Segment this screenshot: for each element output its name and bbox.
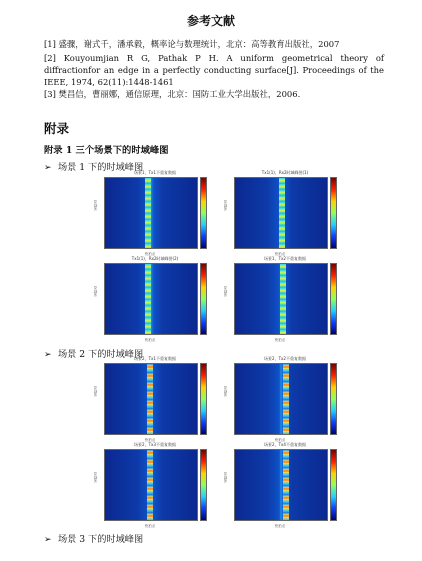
colorbar (330, 363, 337, 435)
panel-title: 场景2，Tx1不重复数据 (134, 356, 176, 361)
panel-ylabel: 采样点 (93, 472, 97, 483)
panel-ylabel: 采样点 (93, 386, 97, 397)
heatmap-image (234, 263, 328, 335)
scene-label-text: 场景 2 下的时域峰图 (58, 349, 144, 360)
panel-xlabel: 快拍点 (144, 438, 156, 442)
panel-title: Tx1(1)，Rx2时域峰图(2) (131, 256, 179, 261)
scene-3-label (44, 531, 143, 545)
panel-xlabel: 快拍点 (274, 524, 286, 528)
panel-ylabel: 采样点 (223, 386, 227, 397)
colorbar (330, 263, 337, 335)
panel-ylabel: 采样点 (223, 200, 227, 211)
panel-xlabel: 快拍点 (144, 524, 156, 528)
panel-xlabel: 快拍点 (274, 438, 286, 442)
colorbar (330, 449, 337, 521)
heatmap-panel (222, 356, 348, 444)
panel-xlabel: 快拍点 (274, 252, 286, 256)
arrow-bullet-icon: ➢ (44, 162, 52, 173)
panel-title: 场景2，Tx3不重复数据 (134, 442, 176, 447)
panel-title: 场景1，Tx1不重复数据 (134, 170, 176, 175)
heatmap-image (234, 177, 328, 249)
panel-title: Tx1(1)，Rx2时域峰图(1) (261, 170, 309, 175)
panel-xlabel: 快拍点 (144, 338, 156, 342)
heatmap-panel (222, 442, 348, 530)
heatmap-image (234, 363, 328, 435)
heatmap-panel (222, 170, 348, 258)
colorbar (200, 449, 207, 521)
colorbar (330, 177, 337, 249)
panel-ylabel: 采样点 (93, 286, 97, 297)
appendix-title: 附录 (44, 121, 70, 136)
heatmap-panel (92, 170, 218, 258)
panel-xlabel: 快拍点 (274, 338, 286, 342)
colorbar (200, 177, 207, 249)
reference-3: [3] 樊昌信，曹丽娜，通信原理，北京：国防工业大学出版社，2006. (44, 89, 301, 99)
panel-title: 场景2，Tx4不重复数据 (264, 442, 306, 447)
heatmap-panel (222, 256, 348, 344)
heatmap-image (104, 177, 198, 249)
arrow-bullet-icon: ➢ (44, 349, 52, 360)
panel-title: 场景1，Tx2不重复数据 (264, 256, 306, 261)
heatmap-image (104, 449, 198, 521)
heatmap-panel (92, 256, 218, 344)
heatmap-panel (92, 442, 218, 530)
panel-ylabel: 采样点 (223, 472, 227, 483)
panel-ylabel: 采样点 (93, 200, 97, 211)
reference-1: [1] 盛骤，谢式千，潘承毅，概率论与数理统计，北京：高等教育出版社，2007 (44, 39, 340, 49)
appendix-subtitle: 附录 1 三个场景下的时域峰图 (44, 145, 169, 156)
panel-ylabel: 采样点 (223, 286, 227, 297)
reference-2: [2] Kouyoumjian R G, Pathak P H. A uniform geometrical theory of diffractionfor an edge in a perfectly conducting surface[J]. Proceedings of the IEEE, 1974, 62(11):1448-1461 (44, 53, 384, 87)
heatmap-image (104, 363, 198, 435)
colorbar (200, 263, 207, 335)
heatmap-image (104, 263, 198, 335)
scene-label-text: 场景 1 下的时域峰图 (58, 162, 144, 173)
scene-label-text: 场景 3 下的时域峰图 (58, 534, 144, 545)
arrow-bullet-icon: ➢ (44, 534, 52, 545)
panel-title: 场景2，Tx2不重复数据 (264, 356, 306, 361)
panel-xlabel: 快拍点 (144, 252, 156, 256)
references-heading: 参考文献 (186, 14, 235, 28)
heatmap-panel (92, 356, 218, 444)
heatmap-image (234, 449, 328, 521)
colorbar (200, 363, 207, 435)
